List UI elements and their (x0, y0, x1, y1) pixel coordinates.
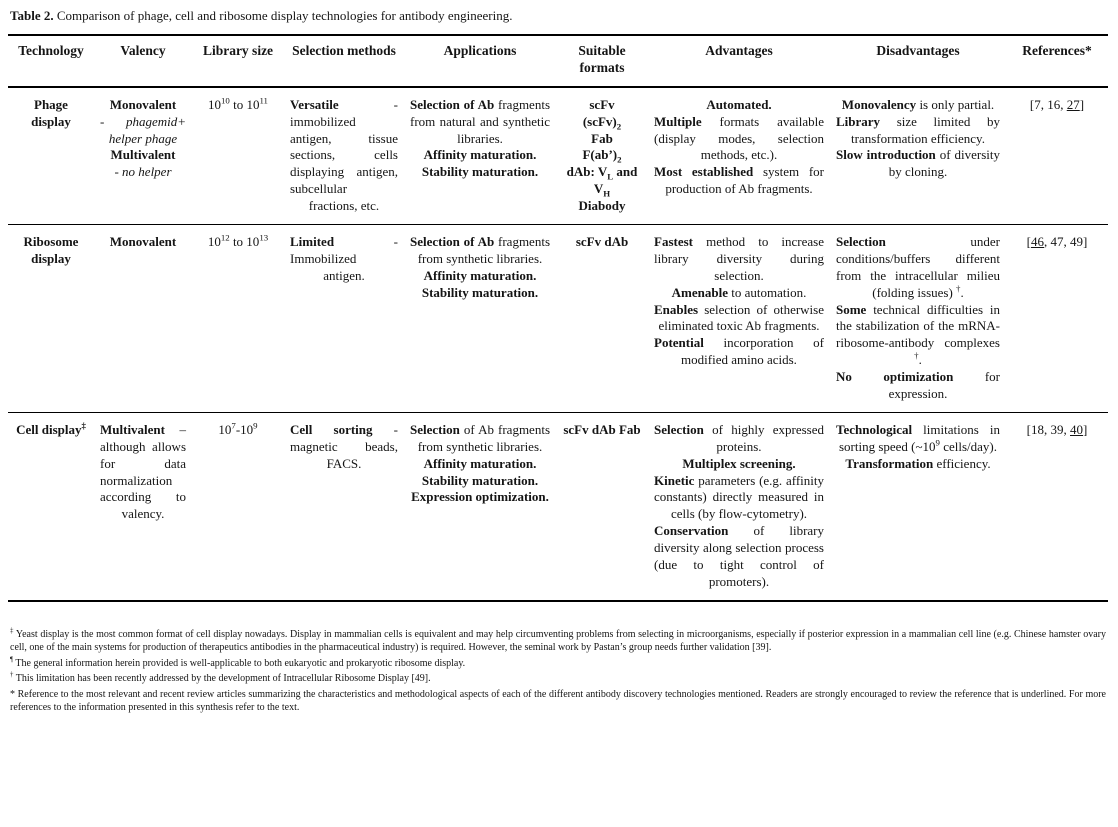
cell-references: [7, 16, 27] (1029, 96, 1085, 112)
table-caption (10, 8, 1108, 24)
cell-applications: Selection of Ab fragments from natural and synthetic libraries. Affinity maturation. Stability maturation. (410, 96, 551, 180)
cell-advantages: Automated. Multiple formats available (display modes, selection methods, etc.). Most established system for production of Ab fragments. (654, 96, 824, 197)
cell-advantages: Fastest method to increase library diversity during selection. Amenable to automation. Enables selection of otherwise eliminated toxic Ab fragments. Potential incorporation of modified amino acids. (648, 224, 830, 412)
col-header-suitable-formats: Suitable formats (556, 35, 648, 87)
comparison-table (8, 34, 1108, 602)
cell-applications: Selection of Ab fragments from synthetic libraries. Affinity maturation. Stability maturation. (404, 224, 556, 412)
cell-technology: Cell display‡ (8, 412, 94, 600)
cell-applications: Selection of Ab fragments from synthetic libraries. Affinity maturation. Stability maturation. Expression optimization. (404, 412, 556, 600)
footnote-references: * Reference to the most relevant and recent review articles summarizing the characteristics and methodological aspects of each of the different antibody discovery technologies mentioned. Readers are strongly encouraged to review the reference that is underlined. For more references to the information presented in this synthesis refer to the text. (10, 688, 1106, 714)
col-header-valency: Valency (94, 35, 192, 87)
cell-selection-methods: Cell sorting - magnetic beads, FACS. (284, 412, 404, 600)
cell-library-size: $10^{12}$ to $10^{13}$ (192, 224, 284, 412)
cell-disadvantages: Monovalency is only partial. Library size limited by transformation efficiency. Slow introduction of diversity by cloning. (836, 96, 1000, 180)
col-header-disadvantages: Disadvantages (830, 35, 1006, 87)
cell-valency: Multivalent – although allows for data normalization according to valency. (94, 412, 192, 600)
table-caption-text: Comparison of phage, cell and ribosome display technologies for antibody engineering. (53, 8, 513, 23)
cell-technology: Phage display (31, 96, 71, 129)
cell-references: [18, 39, 40] (1006, 412, 1108, 600)
col-header-library-size: Library size (192, 35, 284, 87)
cell-technology: Ribosome display (8, 224, 94, 412)
cell-library-size: $10^7-10^9$ (192, 412, 284, 600)
cell-selection-methods: Versatile - immobilized antigen, tissue sections, cells displaying antigen, subcellular fractions, etc. (290, 96, 398, 214)
cell-disadvantages: Selection under conditions/buffers different from the intracellular milieu (folding issues) †. Some technical difficulties in the stabilization of the mRNA-ribosome-antibody complexes †. No optimization for expression. (830, 224, 1006, 412)
footnote-limitation: † This limitation has been recently addressed by the development of Intracellular Ribosome Display [49]. (10, 671, 431, 685)
footnotes (8, 628, 1108, 715)
footnote-cell-display: ‡ Yeast display is the most common format of cell display nowadays. Display in mammalian cells is equivalent and may help circumventing problems from selecting in microorganisms, especially if posterior expression in a mammalian cell line (e.g. Chinese hamster ovary cell, one of the main systems for production of therapeutics antibodies in the pharmaceutical industry) is required. However, the seminal work by Pastan’s group needs further validation [39]. (10, 627, 1106, 654)
header-row (8, 35, 1108, 87)
col-header-technology: Technology (8, 35, 94, 87)
col-header-references: References* (1006, 35, 1108, 87)
footnote-general-information: ¶ The general information herein provided is well-applicable to both eukaryotic and prokaryotic ribosome display. (10, 656, 466, 669)
table-row-ribosome-display (8, 224, 1108, 412)
cell-valency: Monovalent (94, 224, 192, 412)
cell-selection-methods: Limited - Immobilized antigen. (284, 224, 404, 412)
cell-advantages: Selection of highly expressed proteins. Multiplex screening. Kinetic parameters (e.g. affinity constants) directly measured in cells (by flow-cytometry). Conservation of library diversity along selection process (due to tight control of promoters). (648, 412, 830, 600)
cell-references: [46, 47, 49] (1006, 224, 1108, 412)
cell-valency: Monovalent - phagemid+ helper phage Multivalent - no helper (100, 96, 186, 180)
col-header-applications: Applications (404, 35, 556, 87)
table-row-phage-display (8, 87, 1108, 225)
cell-library-size: $10^{10}$ to $10^{11}$ (208, 95, 268, 112)
table-caption-label: Table 2. (10, 8, 54, 23)
cell-suitable-formats: scFv $(scFv)_2$ Fab $F(ab’)_2$ dAb: $V_L$ and $V_H$ Diabody (566, 96, 638, 214)
cell-suitable-formats: scFv dAb (556, 224, 648, 412)
table-row-cell-display (8, 412, 1108, 600)
col-header-advantages: Advantages (648, 35, 830, 87)
cell-suitable-formats: scFv dAb Fab (556, 412, 648, 600)
cell-disadvantages: Technological limitations in sorting speed ($\sim 10^9$ cells/day). Transformation efficiency. (830, 412, 1006, 600)
col-header-selection-methods: Selection methods (284, 35, 404, 87)
